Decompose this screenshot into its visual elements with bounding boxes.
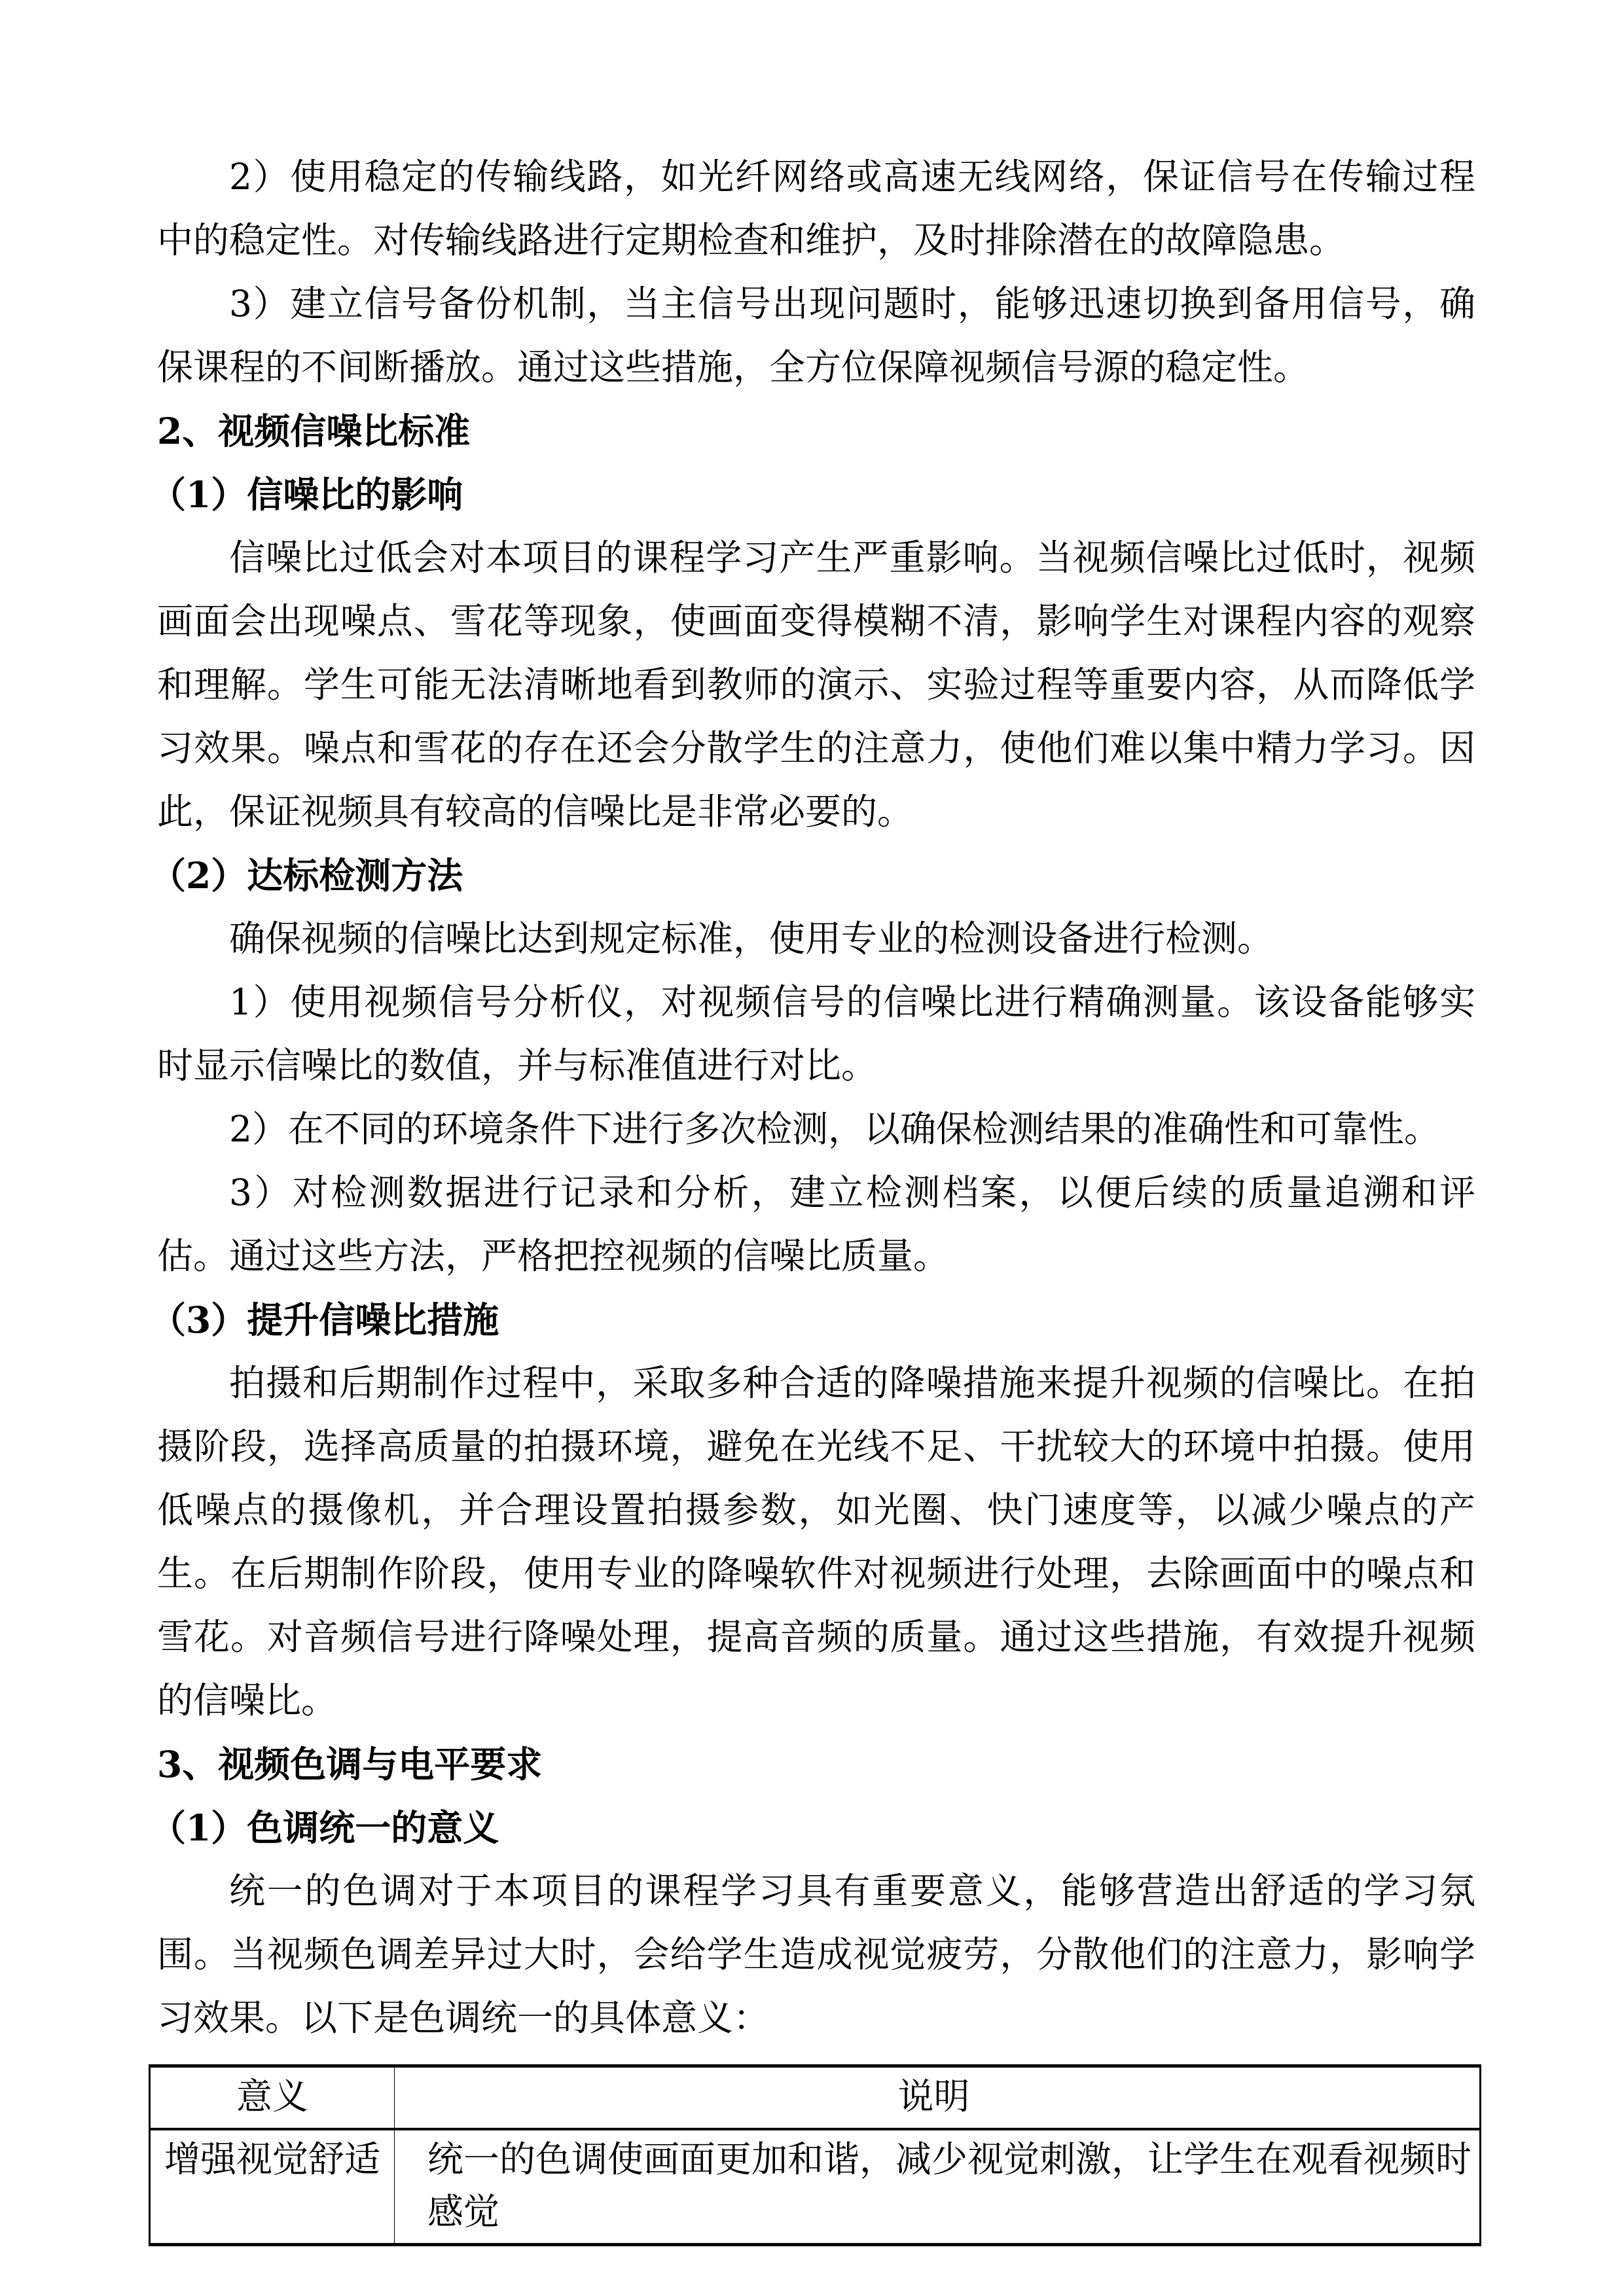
table-row (150, 2129, 1481, 2245)
paragraph: 信噪比过低会对本项目的课程学习产生严重影响。当视频信噪比过低时，视频画面会出现噪点、雪花等现象，使画面变得模糊不清，影响学生对课程内容的观察和理解。学生可能无法清晰地看到教师的演示、实验过程等重要内容，从而降低学习效果。噪点和雪花的存在还会分散学生的注意力，使他们难以集中精力学习。因此，保证视频具有较高的信噪比是非常必要的。 (157, 537, 1475, 833)
paragraph: 2）使用稳定的传输线路，如光纤网络或高速无线网络，保证信号在传输过程中的稳定性。对传输线路进行定期检查和维护，及时排除潜在的故障隐患。 (157, 156, 1475, 261)
paragraph: 3）建立信号备份机制，当主信号出现问题时，能够迅速切换到备用信号，确保课程的不间断播放。通过这些措施，全方位保障视频信号源的稳定性。 (157, 283, 1475, 388)
section-heading: （1）信噪比的影响 (150, 473, 463, 516)
table-cell: 增强视觉舒适 (150, 2129, 395, 2245)
table-header-cell: 说明 (395, 2066, 1481, 2130)
table-cell: 统一的色调使画面更加和谐，减少视觉刺激，让学生在观看视频时感觉 (395, 2129, 1481, 2245)
paragraph: 1）使用视频信号分析仪，对视频信号的信噪比进行精确测量。该设备能够实时显示信噪比的数值，并与标准值进行对比。 (157, 981, 1475, 1086)
document-body (149, 145, 1475, 2050)
paragraph: 2）在不同的环境条件下进行多次检测，以确保检测结果的准确性和可靠性。 (229, 1108, 1440, 1150)
table-header-cell: 意义 (150, 2066, 395, 2130)
section-heading: （1）色调统一的意义 (150, 1806, 499, 1849)
section-heading: （2）达标检测方法 (150, 854, 463, 897)
paragraph: 统一的色调对于本项目的课程学习具有重要意义，能够营造出舒适的学习氛围。当视频色调差异过大时，会给学生造成视觉疲劳，分散他们的注意力，影响学习效果。以下是色调统一的具体意义： (157, 1870, 1475, 2039)
section-heading: 2、视频信噪比标准 (157, 410, 471, 452)
paragraph: 确保视频的信噪比达到规定标准，使用专业的检测设备进行检测。 (229, 918, 1274, 960)
table-header-row (150, 2066, 1481, 2130)
meaning-table (149, 2064, 1481, 2246)
paragraph: 拍摄和后期制作过程中，采取多种合适的降噪措施来提升视频的信噪比。在拍摄阶段，选择高质量的拍摄环境，避免在光线不足、干扰较大的环境中拍摄。使用低噪点的摄像机，并合理设置拍摄参数，如光圈、快门速度等，以减少噪点的产生。在后期制作阶段，使用专业的降噪软件对视频进行处理，去除画面中的噪点和雪花。对音频信号进行降噪处理，提高音频的质量。通过这些措施，有效提升视频的信噪比。 (157, 1362, 1475, 1721)
section-heading: 3、视频色调与电平要求 (157, 1743, 543, 1785)
paragraph: 3）对检测数据进行记录和分析，建立检测档案，以便后续的质量追溯和评估。通过这些方法，严格把控视频的信噪比质量。 (157, 1172, 1475, 1277)
section-heading: （3）提升信噪比措施 (150, 1299, 499, 1341)
